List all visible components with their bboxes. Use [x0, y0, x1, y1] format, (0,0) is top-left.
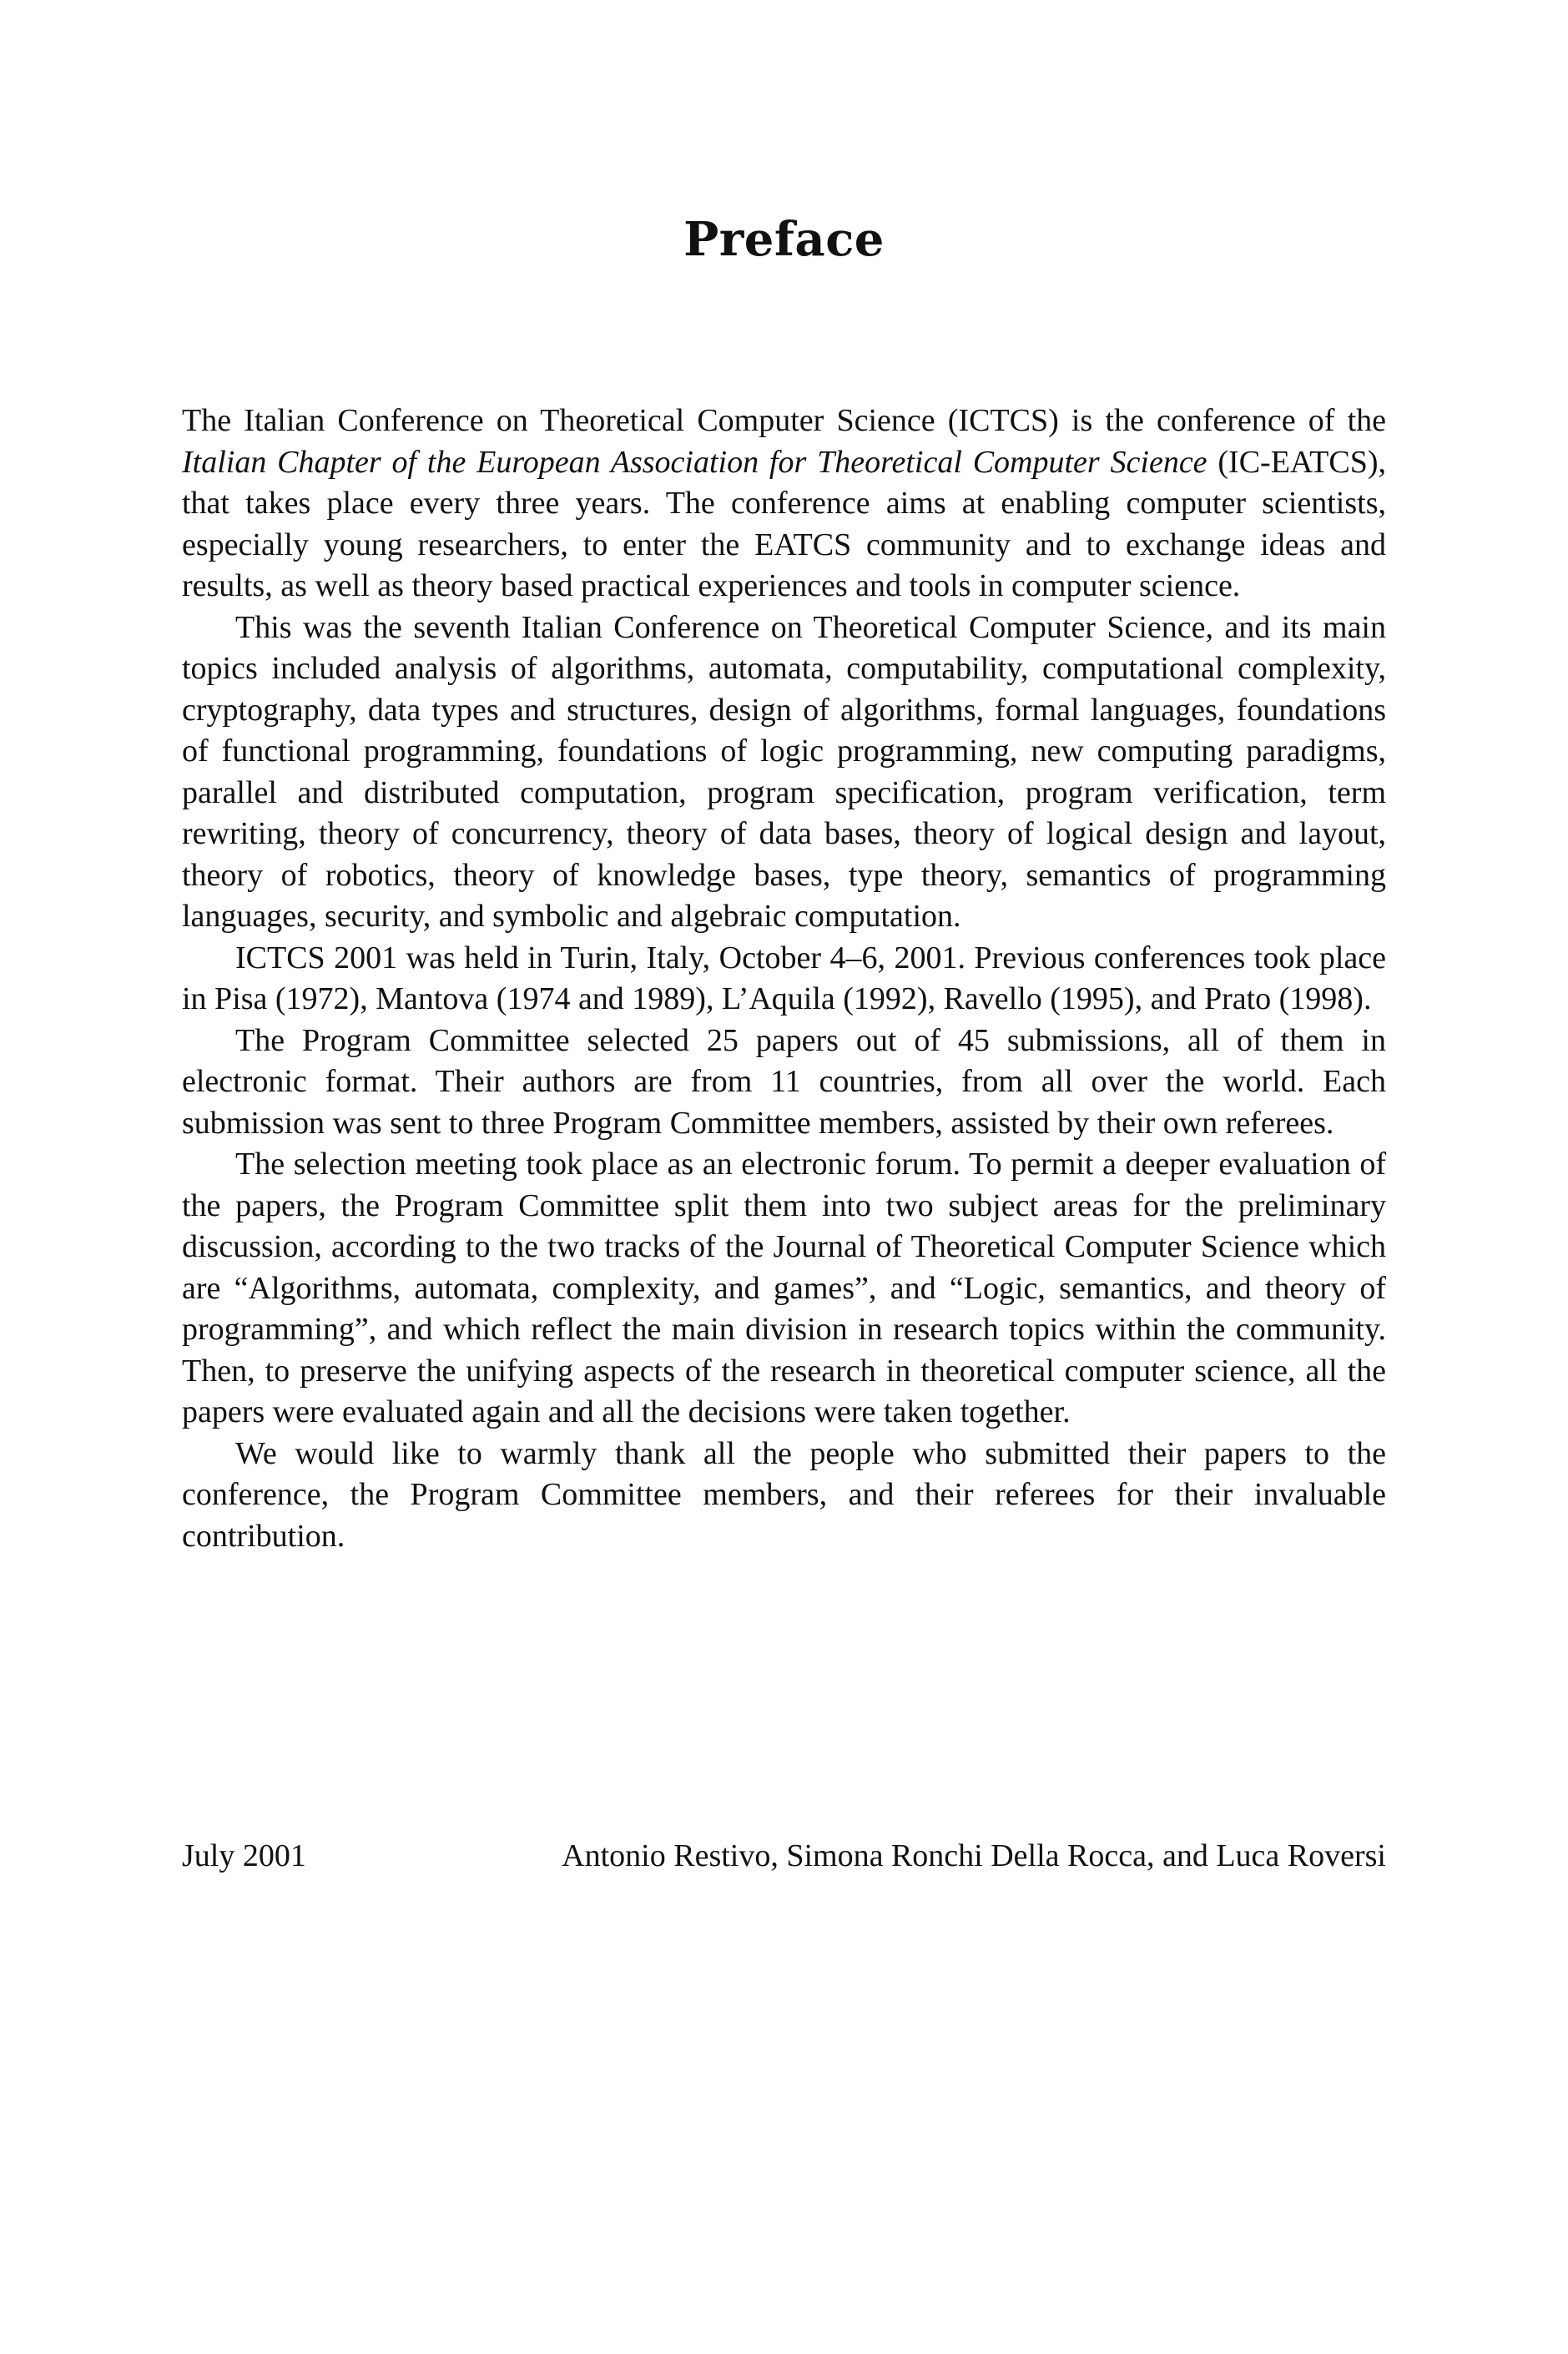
italic-chapter-name: Italian Chapter of the European Association for Theoretical Computer Science — [182, 444, 1208, 480]
paragraph-introduction-start: The Italian Conference on Theoretical Computer Science (ICTCS) is the conference of the — [182, 403, 1386, 438]
editor-names: Antonio Restivo, Simona Ronchi Della Rocca, and Luca Roversi — [562, 1838, 1386, 1873]
paragraph-introduction — [182, 401, 1386, 607]
paragraph-topics: This was the seventh Italian Conference on Theoretical Computer Science, and its main topics included analysis of algorithms, automata, computability, computational complexity, cryptography, data types and structures, design of algorithms, formal languages, foundations of functional programming, foundations of logic programming, new computing paradigms, parallel and distributed computation, program specification, program verification, term rewriting, theory of concurrency, theory of data bases, theory of logical design and layout, theory of robotics, theory of knowledge bases, type theory, semantics of programming languages, security, and symbolic and algebraic computation. — [182, 609, 1386, 934]
paragraph-acknowledgements: We would like to warmly thank all the people who submitted their papers to the conference, the Program Committee members, and their referees for their invaluable contribution. — [182, 1435, 1386, 1554]
preface-date: July 2001 — [182, 1838, 306, 1873]
paragraph-submissions: The Program Committee selected 25 papers out of 45 submissions, all of them in electronic format. Their authors are from 11 countries, from all over the world. Each submission was sent to three Program Committee members, assisted by their own referees. — [182, 1022, 1386, 1141]
paragraph-venue-history: ICTCS 2001 was held in Turin, Italy, October 4–6, 2001. Previous conferences took place in Pisa (1972), Mantova (1974 and 1989), L’Aquila (1992), Ravello (1995), and Prato (1998). — [182, 940, 1386, 1016]
preface-body — [182, 401, 1386, 1557]
page-title: Preface — [683, 212, 885, 267]
paragraph-selection-process: The selection meeting took place as an electronic forum. To permit a deeper evaluation of the papers, the Program Committee split them into two subject areas for the preliminary discussion, according to the two tracks of the Journal of Theoretical Computer Science which are “Algorithms, automata, complexity, and games”, and “Logic, semantics, and theory of programming”, and which reflect the main division in research topics within the community. Then, to preserve the unifying aspects of the research in theoretical computer science, all the papers were evaluated again and all the decisions were taken together. — [182, 1147, 1386, 1429]
signature-line — [182, 1835, 1386, 1877]
paragraph-introduction-end: (IC-EATCS), that takes place every three years. The conference aims at enabling computer scientists, especially young researchers, to enter the EATCS community and to exchange ideas and results, as well as theory based practical experiences and tools in computer science. — [182, 444, 1386, 603]
